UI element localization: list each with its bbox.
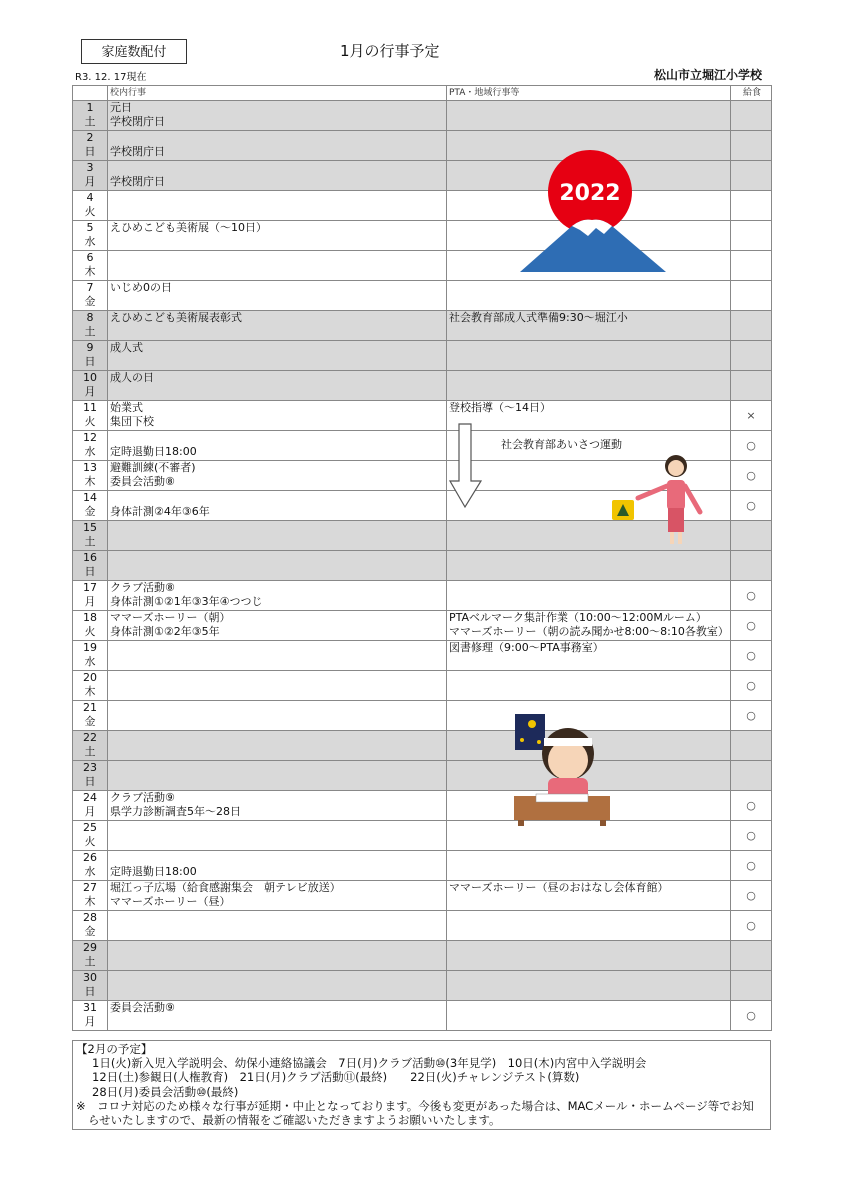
day-cell (73, 371, 108, 401)
school-event (110, 491, 446, 505)
day-number: 22 (83, 731, 97, 744)
lunch-cell (731, 131, 772, 161)
day-cell (73, 701, 108, 731)
school-event: 元日 (110, 101, 132, 114)
day-cell (73, 851, 108, 881)
school-event: 成人式 (110, 341, 143, 354)
weekday: 火 (84, 835, 96, 848)
school-event-cell (108, 821, 447, 851)
school-event: 委員会活動⑧ (110, 475, 175, 488)
february-heading: 【2月の予定】 (76, 1042, 153, 1056)
school-event-cell (108, 761, 447, 791)
day-number: 17 (83, 581, 97, 594)
table-row (73, 881, 772, 911)
pta-event-cell (447, 881, 731, 911)
school-event-cell (108, 791, 447, 821)
day-number: 15 (83, 521, 97, 534)
february-line: 1日(火)新入児入学説明会、幼保小連絡協議会 7日(月)クラブ活動⑩(3年見学) 10日(木)内宮中入学説明会 (92, 1056, 647, 1071)
table-row (73, 371, 772, 401)
table-row (73, 581, 772, 611)
col-header-day (73, 86, 108, 101)
day-cell (73, 641, 108, 671)
school-event (110, 851, 446, 865)
school-event: えひめこども美術展（～10日） (110, 221, 267, 234)
school-event: 学校閉庁日 (110, 175, 165, 188)
table-row (73, 701, 772, 731)
lunch-cell: ○ (731, 851, 772, 881)
school-event-cell (108, 881, 447, 911)
day-cell (73, 521, 108, 551)
weekday: 月 (84, 805, 96, 818)
school-event: 委員会活動⑨ (110, 1001, 175, 1014)
school-event: クラブ活動⑨ (110, 791, 175, 804)
weekday: 火 (84, 205, 96, 218)
day-number: 14 (83, 491, 97, 504)
day-number: 26 (83, 851, 97, 864)
school-event-cell (108, 341, 447, 371)
school-event-cell (108, 971, 447, 1001)
february-line: 28日(月)委員会活動⑩(最終) (92, 1084, 239, 1099)
day-cell (73, 161, 108, 191)
day-cell (73, 941, 108, 971)
day-number: 8 (86, 311, 94, 324)
weekday: 金 (84, 715, 96, 728)
table-row (73, 821, 772, 851)
day-cell (73, 821, 108, 851)
table-row (73, 641, 772, 671)
lunch-cell: ○ (731, 461, 772, 491)
day-number: 25 (83, 821, 97, 834)
weekday: 木 (84, 475, 96, 488)
day-number: 18 (83, 611, 97, 624)
school-event-cell (108, 611, 447, 641)
year-label: 2022 (559, 181, 621, 206)
school-event-cell (108, 401, 447, 431)
school-event: 学校閉庁日 (110, 145, 165, 158)
day-number: 24 (83, 791, 97, 804)
day-number: 12 (83, 431, 97, 444)
school-event-cell (108, 521, 447, 551)
day-number: 23 (83, 761, 97, 774)
pta-event-cell (447, 281, 731, 311)
lunch-cell: ○ (731, 821, 772, 851)
table-row (73, 761, 772, 791)
pta-event-cell (447, 641, 731, 671)
weekday: 日 (84, 775, 96, 788)
school-event-cell (108, 281, 447, 311)
lunch-cell (731, 221, 772, 251)
school-event (110, 431, 446, 445)
lunch-cell (731, 311, 772, 341)
covid-notice: らせいたしますので、最新の情報をご確認いただきますようお願いいたします。 (88, 1113, 501, 1128)
day-number: 27 (83, 881, 97, 894)
school-event-cell (108, 131, 447, 161)
school-event: 始業式 (110, 401, 143, 414)
lunch-cell (731, 521, 772, 551)
day-number: 2 (86, 131, 94, 144)
day-number: 29 (83, 941, 97, 954)
day-number: 28 (83, 911, 97, 924)
school-event: ママーズホーリー（朝） (110, 611, 231, 624)
weekday: 月 (84, 1015, 96, 1028)
weekday: 日 (84, 985, 96, 998)
lunch-cell: ○ (731, 911, 772, 941)
day-cell (73, 431, 108, 461)
school-event-cell (108, 251, 447, 281)
school-event: 避難訓練(不審者) (110, 461, 196, 474)
table-row (73, 1001, 772, 1031)
table-row (73, 311, 772, 341)
day-number: 13 (83, 461, 97, 474)
col-header-lunch: 給食 (731, 86, 772, 101)
lunch-cell: × (731, 401, 772, 431)
pta-event-cell (447, 371, 731, 401)
lunch-cell (731, 761, 772, 791)
table-row (73, 101, 772, 131)
lunch-cell: ○ (731, 1001, 772, 1031)
lunch-cell (731, 731, 772, 761)
day-cell (73, 881, 108, 911)
lunch-cell (731, 371, 772, 401)
table-row (73, 941, 772, 971)
weekday: 火 (84, 415, 96, 428)
school-event: 県学力診断調査5年～28日 (110, 805, 241, 818)
school-event (110, 131, 446, 145)
school-event-cell (108, 731, 447, 761)
pta-event-cell (447, 611, 731, 641)
school-name: 松山市立堀江小学校 (653, 68, 762, 82)
weekday: 土 (84, 955, 96, 968)
weekday: 土 (84, 745, 96, 758)
day-number: 30 (83, 971, 97, 984)
day-cell (73, 581, 108, 611)
pta-event: ママーズホーリー（朝の読み聞かせ8:00～8:10各教室） (449, 625, 729, 638)
pta-event-cell (447, 341, 731, 371)
day-cell (73, 251, 108, 281)
as-of-date: R3. 12. 17現在 (75, 72, 147, 83)
day-number: 16 (83, 551, 97, 564)
weekday: 土 (84, 325, 96, 338)
table-row (73, 341, 772, 371)
day-number: 1 (86, 101, 94, 114)
lunch-cell (731, 971, 772, 1001)
school-event: 堀江っ子広場（給食感謝集会 朝テレビ放送） (110, 881, 341, 894)
lunch-cell (731, 551, 772, 581)
day-number: 19 (83, 641, 97, 654)
pta-event-cell (447, 551, 731, 581)
lunch-cell: ○ (731, 671, 772, 701)
studying-child-illustration (512, 712, 612, 827)
pta-event-cell (447, 401, 731, 431)
distribution-badge: 家庭数配付 (81, 39, 187, 64)
school-event: 集団下校 (110, 415, 154, 428)
day-cell (73, 551, 108, 581)
lunch-cell: ○ (731, 791, 772, 821)
day-number: 20 (83, 671, 97, 684)
pta-event-cell (447, 101, 731, 131)
crossing-guard-illustration (608, 450, 708, 548)
day-cell (73, 461, 108, 491)
weekday: 日 (84, 355, 96, 368)
weekday: 土 (84, 115, 96, 128)
weekday: 日 (84, 565, 96, 578)
weekday: 日 (84, 145, 96, 158)
day-cell (73, 221, 108, 251)
school-event-cell (108, 941, 447, 971)
lunch-cell (731, 941, 772, 971)
pta-event-cell (447, 941, 731, 971)
school-event: 学校閉庁日 (110, 115, 165, 128)
table-row (73, 971, 772, 1001)
school-event-cell (108, 491, 447, 521)
lunch-cell (731, 281, 772, 311)
school-event: 身体計測①②1年③3年④つつじ (110, 595, 263, 608)
down-arrow-icon (449, 423, 483, 509)
day-cell (73, 1001, 108, 1031)
pta-event-cell (447, 671, 731, 701)
pta-event: PTAベルマーク集計作業（10:00～12:00Mルーム） (449, 611, 707, 624)
day-number: 9 (86, 341, 94, 354)
school-event: いじめ0の日 (110, 281, 172, 294)
day-number: 3 (86, 161, 94, 174)
school-event: 定時退勤日18:00 (110, 865, 197, 878)
table-row (73, 551, 772, 581)
lunch-cell: ○ (731, 641, 772, 671)
lunch-cell (731, 191, 772, 221)
weekday: 水 (84, 235, 96, 248)
school-event-cell (108, 641, 447, 671)
weekday: 水 (84, 865, 96, 878)
school-event-cell (108, 161, 447, 191)
greeting-campaign-note: 社会教育部あいさつ運動 (501, 438, 622, 451)
day-cell (73, 731, 108, 761)
february-schedule-box (72, 1040, 771, 1130)
table-row (73, 671, 772, 701)
day-cell (73, 131, 108, 161)
pta-event-cell (447, 911, 731, 941)
day-cell (73, 401, 108, 431)
lunch-cell: ○ (731, 611, 772, 641)
weekday: 月 (84, 385, 96, 398)
lunch-cell (731, 161, 772, 191)
weekday: 金 (84, 295, 96, 308)
weekday: 木 (84, 685, 96, 698)
col-header-school-events: 校内行事 (108, 86, 447, 101)
school-event-cell (108, 221, 447, 251)
school-event-cell (108, 671, 447, 701)
school-event: クラブ活動⑧ (110, 581, 175, 594)
day-number: 21 (83, 701, 97, 714)
day-number: 10 (83, 371, 97, 384)
table-row (73, 611, 772, 641)
day-cell (73, 911, 108, 941)
weekday: 土 (84, 535, 96, 548)
day-cell (73, 971, 108, 1001)
day-cell (73, 341, 108, 371)
day-cell (73, 671, 108, 701)
school-event: 身体計測②4年③6年 (110, 505, 210, 518)
lunch-cell (731, 341, 772, 371)
new-year-mountain-illustration (516, 148, 668, 276)
school-event: 定時退勤日18:00 (110, 445, 197, 458)
school-event-cell (108, 701, 447, 731)
school-event-cell (108, 371, 447, 401)
day-cell (73, 311, 108, 341)
school-event: 成人の日 (110, 371, 154, 384)
covid-notice: ※ コロナ対応のため様々な行事が延期・中止となっております。今後も変更があった場合は、MACメール・ホームページ等でお知 (76, 1098, 754, 1113)
february-line: 12日(土)参観日(人権教育) 21日(月)クラブ活動⑪(最終) 22日(火)チャレンジテスト(算数) (92, 1070, 580, 1085)
weekday: 月 (84, 595, 96, 608)
school-event-cell (108, 311, 447, 341)
lunch-cell: ○ (731, 431, 772, 461)
table-row (73, 731, 772, 761)
school-event (110, 161, 446, 175)
weekday: 金 (84, 925, 96, 938)
page-title: 1月の行事予定 (340, 42, 440, 60)
pta-event: 図書修理（9:00～PTA事務室） (449, 641, 604, 654)
day-cell (73, 191, 108, 221)
table-header-row (73, 86, 772, 101)
day-cell (73, 101, 108, 131)
table-row (73, 911, 772, 941)
day-cell (73, 281, 108, 311)
table-row (73, 791, 772, 821)
school-event-cell (108, 431, 447, 461)
day-number: 5 (86, 221, 94, 234)
weekday: 金 (84, 505, 96, 518)
col-header-pta-events: PTA・地域行事等 (447, 86, 731, 101)
school-event-cell (108, 851, 447, 881)
school-event-cell (108, 551, 447, 581)
school-event: 身体計測①②2年③5年 (110, 625, 220, 638)
pta-event: 登校指導（～14日） (449, 401, 551, 414)
school-event-cell (108, 101, 447, 131)
weekday: 水 (84, 655, 96, 668)
pta-event: 社会教育部成人式準備9:30～堀江小 (449, 311, 628, 324)
day-number: 7 (86, 281, 94, 294)
weekday: 月 (84, 175, 96, 188)
day-cell (73, 611, 108, 641)
school-event: えひめこども美術展表彰式 (110, 311, 242, 324)
day-cell (73, 791, 108, 821)
lunch-cell (731, 101, 772, 131)
day-number: 11 (83, 401, 97, 414)
day-cell (73, 761, 108, 791)
school-event-cell (108, 911, 447, 941)
school-event: ママーズホーリー（昼） (110, 895, 231, 908)
pta-event-cell (447, 971, 731, 1001)
table-row (73, 401, 772, 431)
school-event-cell (108, 581, 447, 611)
lunch-cell: ○ (731, 701, 772, 731)
day-number: 4 (86, 191, 94, 204)
weekday: 水 (84, 445, 96, 458)
school-event-cell (108, 1001, 447, 1031)
day-number: 31 (83, 1001, 97, 1014)
table-row (73, 851, 772, 881)
weekday: 木 (84, 265, 96, 278)
pta-event-cell (447, 851, 731, 881)
table-row (73, 281, 772, 311)
pta-event-cell (447, 1001, 731, 1031)
pta-event-cell (447, 311, 731, 341)
lunch-cell: ○ (731, 881, 772, 911)
day-cell (73, 491, 108, 521)
lunch-cell: ○ (731, 581, 772, 611)
school-event-cell (108, 191, 447, 221)
lunch-cell: ○ (731, 491, 772, 521)
lunch-cell (731, 251, 772, 281)
weekday: 木 (84, 895, 96, 908)
day-number: 6 (86, 251, 94, 264)
weekday: 火 (84, 625, 96, 638)
school-event-cell (108, 461, 447, 491)
pta-event: ママーズホーリー（昼のおはなし会体育館） (449, 881, 669, 894)
pta-event-cell (447, 581, 731, 611)
